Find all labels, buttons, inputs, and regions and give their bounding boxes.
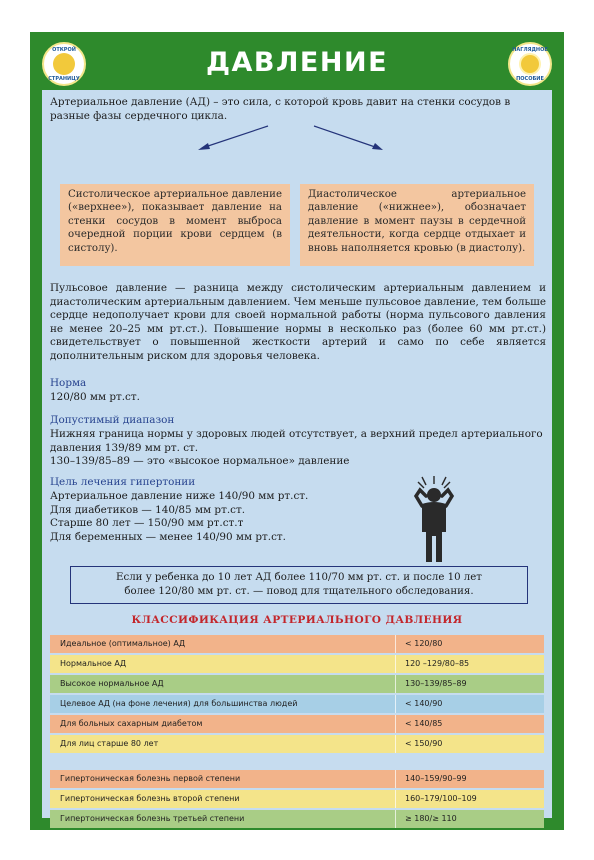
goal-item: Артериальное давление ниже 140/90 мм рт.ст.: [50, 490, 309, 502]
badge-left-top-text: ОТКРОЙ: [52, 47, 76, 53]
arrow-right-head: [372, 143, 383, 150]
classification-row: [50, 715, 544, 733]
headache-figure-icon: [406, 474, 466, 566]
classification-row-name: Высокое нормальное АД: [60, 679, 164, 688]
sun-icon: [519, 53, 541, 75]
diastolic-box: Диастолическое артериальное давление («нижнее»), обозначает давление в момент паузы в сердечной деятельности, когда сердце отдыхает и вновь наполняется кровью (в диастолу).: [300, 184, 534, 266]
pulse-pressure-paragraph: Пульсовое давление — разница между систолическим артериальным давлением и диастолическим артериальным давлением. Чем меньше пульсовое давление, тем больше сердце недополучает крови для своей нормальной работы (норма пульсового давления не менее 20–25 мм рт.ст.). Повышение нормы в несколько раз (более 60 мм рт.ст.) свидетельствует о повышенной жесткости артерий и само по себе является дополнительным риском для здоровья человека.: [50, 282, 546, 362]
badge-right-bottom-text: ПОСОБИЕ: [516, 76, 544, 82]
classification-row: [50, 735, 544, 753]
systolic-box: Систолическое артериальное давление («верхнее»), показывает давление на стенки сосудов в момент выброса очередной порции крови сердцем (в систолу).: [60, 184, 290, 266]
classification-row-value: 160–179/100–109: [405, 794, 477, 803]
classification-row-name: Целевое АД (на фоне лечения) для большинства людей: [60, 699, 298, 708]
range-text: [50, 428, 546, 469]
arrow-left-line: [202, 126, 268, 148]
goal-item: Старше 80 лет — 150/90 мм рт.ст.т: [50, 517, 244, 530]
classification-row: [50, 655, 544, 673]
classification-row-name: Гипертоническая болезнь первой степени: [60, 774, 241, 783]
split-arrows: [42, 90, 552, 190]
range-line-1: Нижняя граница нормы у здоровых людей отсутствует, а верхний предел артериального давления 139/89 мм рт. ст.: [50, 428, 543, 454]
notice-line-1: Если у ребенка до 10 лет АД более 110/70 мм рт. ст. и после 10 лет: [116, 572, 482, 583]
content-panel: [42, 90, 552, 823]
row-divider: [395, 770, 396, 788]
badge-right-top-text: НАГЛЯДНОЕ: [512, 47, 548, 53]
goal-item: Для диабетиков — 140/85 мм рт.ст.: [50, 503, 245, 516]
visual-aid-badge: [508, 42, 552, 86]
classification-row-value: 120 –129/80–85: [405, 659, 470, 668]
classification-row: [50, 790, 544, 808]
row-divider: [395, 715, 396, 733]
row-divider: [395, 655, 396, 673]
classification-row: [50, 635, 544, 653]
classification-row-value: < 150/90: [405, 739, 443, 748]
classification-row-value: ≥ 180/≥ 110: [405, 814, 457, 823]
classification-title: КЛАССИФИКАЦИЯ АРТЕРИАЛЬНОГО ДАВЛЕНИЯ: [131, 614, 463, 626]
row-divider: [395, 675, 396, 693]
classification-row-name: Для лиц старше 80 лет: [60, 739, 159, 748]
range-line-2: 130–139/85–89 — это «высокое нормальное» давление: [50, 455, 350, 468]
row-divider: [395, 735, 396, 753]
intro-paragraph: Артериальное давление (АД) – это сила, с которой кровь давит на стенки сосудов в разные фазы сердечного цикла.: [50, 96, 511, 122]
classification-row-value: 130–139/85–89: [405, 679, 467, 688]
arrow-left-head: [198, 143, 210, 150]
arrow-right-line: [314, 126, 378, 148]
classification-row-value: < 120/80: [405, 639, 443, 648]
classification-row-value: < 140/90: [405, 699, 443, 708]
row-divider: [395, 635, 396, 653]
page-title: ДАВЛЕНИЕ: [205, 47, 389, 78]
classification-row-name: Гипертоническая болезнь второй степени: [60, 794, 240, 803]
card: [30, 32, 564, 830]
row-divider: [395, 810, 396, 828]
classification-row: [50, 770, 544, 788]
goal-item: Для беременных — менее 140/90 мм рт.ст.: [50, 530, 286, 543]
treatment-goal-heading: Цель лечения гипертонии: [50, 476, 196, 488]
classification-row: [50, 675, 544, 693]
classification-row: [50, 810, 544, 828]
norm-value: 120/80 мм рт.ст.: [50, 391, 140, 403]
children-notice-box: [70, 566, 528, 604]
badge-left-bottom-text: СТРАНИЦУ: [48, 76, 80, 82]
row-divider: [395, 695, 396, 713]
notice-line-2: более 120/80 мм рт. ст. — повод для тщательного обследования.: [124, 586, 474, 597]
classification-row-name: Для больных сахарным диабетом: [60, 719, 203, 728]
classification-row: [50, 695, 544, 713]
classification-row-name: Нормальное АД: [60, 659, 127, 668]
range-heading: Допустимый диапазон: [50, 414, 175, 426]
treatment-goal-list: [50, 490, 350, 544]
row-divider: [395, 790, 396, 808]
norm-heading: Норма: [50, 377, 87, 389]
classification-row-value: < 140/85: [405, 719, 443, 728]
classification-row-name: Идеальное (оптимальное) АД: [60, 639, 186, 648]
classification-row-value: 140–159/90–99: [405, 774, 467, 783]
classification-row-name: Гипертоническая болезнь третьей степени: [60, 814, 245, 823]
